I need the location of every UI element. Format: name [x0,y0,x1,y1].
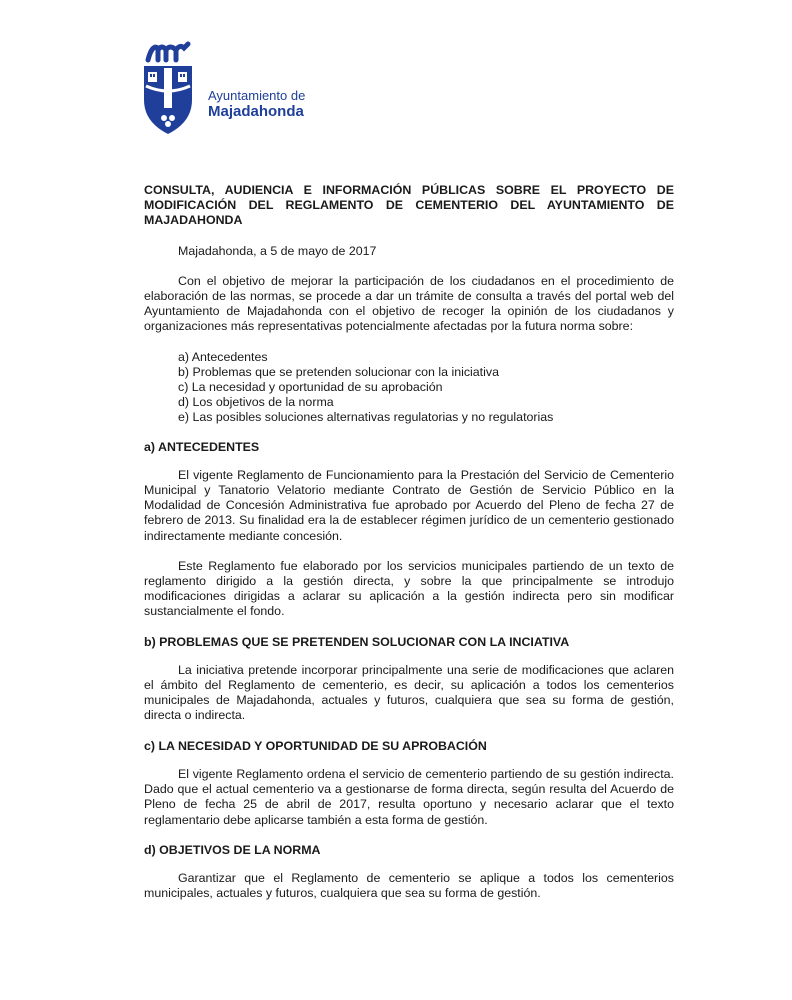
section-heading-antecedentes: a) ANTECEDENTES [144,439,260,454]
section-paragraph: El vigente Reglamento de Funcionamiento para la Prestación del Servicio de Cementerio Municipal y Tanatorio Velatorio mediante Contrato de Gestión de Servicio Público en la Modalidad de Concesión Administrativa fue aprobado por Acuerdo del Pleno de fecha 27 de febrero de 2013. Su finalidad era la de establecer régimen jurídico de un cementerio gestionado indirectamente mediante concesión. [144,467,674,543]
list-item: d) Los objetivos de la norma [178,395,334,410]
document-title: CONSULTA, AUDIENCIA E INFORMACIÓN PÚBLICAS SOBRE EL PROYECTO DE MODIFICACIÓN DEL REGLAMENTO DE CEMENTERIO DEL AYUNTAMIENTO DE MAJADAHONDA [144,183,674,228]
document-body [144,183,674,916]
logo-text-line2: Majadahonda [208,103,304,120]
section-heading-problemas: b) PROBLEMAS QUE SE PRETENDEN SOLUCIONAR CON LA INCIATIVA [144,634,570,649]
date-line: Majadahonda, a 5 de mayo de 2017 [178,243,377,258]
topics-list [178,350,674,426]
list-item: b) Problemas que se pretenden solucionar con la iniciativa [178,364,499,379]
list-item: a) Antecedentes [178,349,268,364]
section-paragraph: La iniciativa pretende incorporar principalmente una serie de modificaciones que aclaren el ámbito del Reglamento de cementerio, es decir, su aplicación a todos los cementerios municipales de Majadahonda, actuales y futuros, cualquiera que sea su forma de gestión, directa o indirecta. [144,662,674,723]
logo-text-line1: Ayuntamiento de [208,88,306,103]
section-paragraph: Este Reglamento fue elaborado por los servicios municipales partiendo de un texto de reglamento dirigido a la gestión directa, y sobre la que principalmente se introdujo modificaciones dirigidas a aclarar su aplicación a la gestión indirecta pero sin modificar sustancialmente el fondo. [144,558,674,619]
list-item: e) Las posibles soluciones alternativas regulatorias y no regulatorias [178,410,554,425]
list-item: c) La necesidad y oportunidad de su aprobación [178,380,443,395]
section-heading-necesidad: c) LA NECESIDAD Y OPORTUNIDAD DE SU APROBACIÓN [144,738,487,753]
section-paragraph: El vigente Reglamento ordena el servicio de cementerio partiendo de su gestión indirecta. Dado que el actual cementerio va a gestionarse de forma directa, según resulta del Acuerdo de Pleno de fecha 25 de abril de 2017, resulta oportuno y necesario aclarar que el texto reglamentario debe aplicarse también a esta forma de gestión. [144,766,674,827]
section-paragraph: Garantizar que el Reglamento de cementerio se aplique a todos los cementerios municipales, actuales y futuros, cualquiera que sea su forma de gestión. [144,870,674,901]
intro-paragraph: Con el objetivo de mejorar la participación de los ciudadanos en el procedimiento de elaboración de las normas, se procede a dar un trámite de consulta a través del portal web del Ayuntamiento de Majadahonda con el objetivo de recoger la opinión de los ciudadanos y organizaciones más representativas potencialmente afectadas por la futura norma sobre: [144,273,674,334]
municipal-logo [140,38,340,138]
coat-of-arms-icon [140,38,204,138]
section-heading-objetivos: d) OBJETIVOS DE LA NORMA [144,842,321,857]
